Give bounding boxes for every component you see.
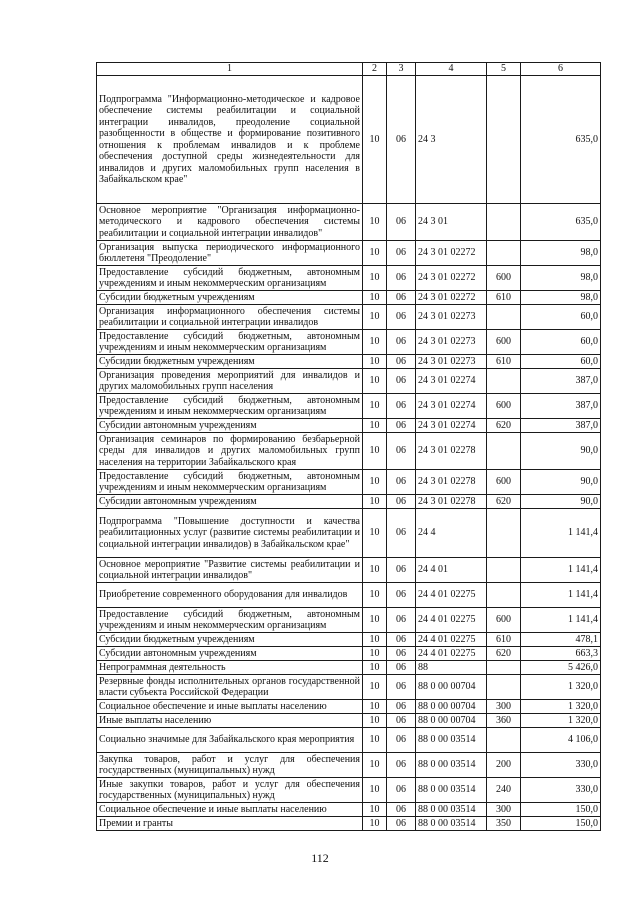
expense-type-cell [487,558,521,583]
row-name-cell: Социальное обеспечение и иные выплаты населению [97,700,363,714]
row-name-cell: Предоставление субсидий бюджетным, автономным учреждениям и иным некоммерческим организациям [97,266,363,291]
table-row [97,558,601,583]
section-cell: 10 [363,241,387,266]
amount-cell: 4 106,0 [521,728,601,753]
subsection-cell: 06 [387,583,416,608]
subsection-cell: 06 [387,495,416,509]
row-name-cell: Социальное обеспечение и иные выплаты населению [97,803,363,817]
row-name-cell: Предоставление субсидий бюджетным, автономным учреждениям и иным некоммерческим организациям [97,608,363,633]
amount-cell: 1 320,0 [521,714,601,728]
section-cell: 10 [363,647,387,661]
subsection-cell: 06 [387,419,416,433]
target-article-cell: 88 0 00 03514 [416,817,487,831]
amount-cell: 1 141,4 [521,583,601,608]
target-article-cell: 24 4 01 02275 [416,583,487,608]
subsection-cell: 06 [387,330,416,355]
subsection-cell: 06 [387,76,416,204]
table-row [97,433,601,470]
subsection-cell: 06 [387,803,416,817]
table-row [97,369,601,394]
amount-cell: 90,0 [521,495,601,509]
target-article-cell: 24 3 [416,76,487,204]
row-name-cell: Субсидии бюджетным учреждениям [97,633,363,647]
expense-type-cell [487,241,521,266]
target-article-cell: 24 4 01 02275 [416,633,487,647]
table-row [97,204,601,241]
subsection-cell: 06 [387,558,416,583]
expense-type-cell: 600 [487,608,521,633]
target-article-cell: 24 3 01 02273 [416,330,487,355]
subsection-cell: 06 [387,291,416,305]
amount-cell: 387,0 [521,419,601,433]
budget-table [96,62,601,831]
table-row [97,509,601,558]
amount-cell: 635,0 [521,76,601,204]
expense-type-cell [487,369,521,394]
subsection-cell: 06 [387,433,416,470]
row-name-cell: Организация информационного обеспечения системы реабилитации и социальной интеграции инвалидов [97,305,363,330]
amount-cell: 1 320,0 [521,700,601,714]
amount-cell: 1 141,4 [521,608,601,633]
expense-type-cell: 610 [487,355,521,369]
amount-cell: 1 141,4 [521,509,601,558]
expense-type-cell: 610 [487,291,521,305]
subsection-cell: 06 [387,266,416,291]
row-name-cell: Субсидии автономным учреждениям [97,419,363,433]
target-article-cell: 24 3 01 02274 [416,369,487,394]
amount-cell: 90,0 [521,433,601,470]
subsection-cell: 06 [387,470,416,495]
amount-cell: 90,0 [521,470,601,495]
subsection-cell: 06 [387,817,416,831]
section-cell: 10 [363,369,387,394]
section-cell: 10 [363,433,387,470]
target-article-cell: 24 3 01 02278 [416,470,487,495]
subsection-cell: 06 [387,241,416,266]
section-cell: 10 [363,675,387,700]
expense-type-cell: 620 [487,419,521,433]
subsection-cell: 06 [387,633,416,647]
expense-type-cell: 600 [487,330,521,355]
row-name-cell: Иные закупки товаров, работ и услуг для обеспечения государственных (муниципальных) нужд [97,778,363,803]
target-article-cell: 24 4 [416,509,487,558]
amount-cell: 387,0 [521,394,601,419]
section-cell: 10 [363,509,387,558]
subsection-cell: 06 [387,204,416,241]
expense-type-cell [487,509,521,558]
section-cell: 10 [363,305,387,330]
amount-cell: 98,0 [521,266,601,291]
expense-type-cell: 600 [487,394,521,419]
target-article-cell: 88 0 00 03514 [416,728,487,753]
amount-cell: 98,0 [521,241,601,266]
expense-type-cell: 300 [487,803,521,817]
target-article-cell: 24 4 01 02275 [416,608,487,633]
target-article-cell: 88 0 00 03514 [416,778,487,803]
row-name-cell: Организация семинаров по формированию безбарьерной среды для инвалидов и других маломобильных групп населения на территории Забайкальского края [97,433,363,470]
expense-type-cell: 240 [487,778,521,803]
subsection-cell: 06 [387,305,416,330]
expense-type-cell [487,433,521,470]
target-article-cell: 88 0 00 00704 [416,700,487,714]
expense-type-cell: 300 [487,700,521,714]
target-article-cell: 24 3 01 [416,204,487,241]
amount-cell: 150,0 [521,817,601,831]
target-article-cell: 24 3 01 02274 [416,419,487,433]
expense-type-cell [487,76,521,204]
row-name-cell: Закупка товаров, работ и услуг для обеспечения государственных (муниципальных) нужд [97,753,363,778]
subsection-cell: 06 [387,661,416,675]
amount-cell: 330,0 [521,778,601,803]
amount-cell: 1 320,0 [521,675,601,700]
section-cell: 10 [363,778,387,803]
amount-cell: 1 141,4 [521,558,601,583]
expense-type-cell [487,305,521,330]
section-cell: 10 [363,583,387,608]
subsection-cell: 06 [387,700,416,714]
target-article-cell: 24 3 01 02273 [416,305,487,330]
header-cell: 5 [487,63,521,76]
target-article-cell: 24 3 01 02278 [416,495,487,509]
row-name-cell: Иные выплаты населению [97,714,363,728]
row-name-cell: Организация проведения мероприятий для инвалидов и других маломобильных групп населения [97,369,363,394]
target-article-cell: 24 3 01 02272 [416,266,487,291]
table-row [97,355,601,369]
subsection-cell: 06 [387,608,416,633]
subsection-cell: 06 [387,369,416,394]
header-cell: 6 [521,63,601,76]
expense-type-cell [487,728,521,753]
header-cell: 3 [387,63,416,76]
row-name-cell: Резервные фонды исполнительных органов государственной власти субъекта Российской Федерации [97,675,363,700]
row-name-cell: Организация выпуска периодического информационного бюллетеня "Преодоление" [97,241,363,266]
section-cell: 10 [363,355,387,369]
amount-cell: 663,3 [521,647,601,661]
amount-cell: 330,0 [521,753,601,778]
table-row [97,753,601,778]
row-name-cell: Предоставление субсидий бюджетным, автономным учреждениям и иным некоммерческим организациям [97,470,363,495]
target-article-cell: 24 3 01 02273 [416,355,487,369]
row-name-cell: Подпрограмма "Повышение доступности и качества реабилитационных услуг (развитие системы реабилитации и социальной интеграции инвалидов) в Забайкальском крае" [97,509,363,558]
section-cell: 10 [363,558,387,583]
subsection-cell: 06 [387,509,416,558]
section-cell: 10 [363,419,387,433]
target-article-cell: 88 0 00 00704 [416,714,487,728]
table-body [97,76,601,831]
amount-cell: 5 426,0 [521,661,601,675]
expense-type-cell [487,583,521,608]
section-cell: 10 [363,633,387,647]
target-article-cell: 88 [416,661,487,675]
subsection-cell: 06 [387,728,416,753]
subsection-cell: 06 [387,778,416,803]
row-name-cell: Субсидии автономным учреждениям [97,647,363,661]
expense-type-cell: 620 [487,647,521,661]
expense-type-cell: 620 [487,495,521,509]
section-cell: 10 [363,470,387,495]
expense-type-cell [487,204,521,241]
section-cell: 10 [363,266,387,291]
target-article-cell: 24 4 01 02275 [416,647,487,661]
section-cell: 10 [363,714,387,728]
section-cell: 10 [363,753,387,778]
section-cell: 10 [363,803,387,817]
subsection-cell: 06 [387,714,416,728]
amount-cell: 150,0 [521,803,601,817]
header-cell: 4 [416,63,487,76]
subsection-cell: 06 [387,647,416,661]
expense-type-cell: 360 [487,714,521,728]
row-name-cell: Предоставление субсидий бюджетным, автономным учреждениям и иным некоммерческим организациям [97,330,363,355]
target-article-cell: 24 3 01 02274 [416,394,487,419]
row-name-cell: Субсидии автономным учреждениям [97,495,363,509]
table-row [97,583,601,608]
row-name-cell: Премии и гранты [97,817,363,831]
expense-type-cell: 350 [487,817,521,831]
section-cell: 10 [363,330,387,355]
table-row [97,608,601,633]
table-header-row [97,63,601,76]
target-article-cell: 24 3 01 02272 [416,241,487,266]
row-name-cell: Предоставление субсидий бюджетным, автономным учреждениям и иным некоммерческим организациям [97,394,363,419]
table-row [97,394,601,419]
table-row [97,633,601,647]
section-cell: 10 [363,76,387,204]
section-cell: 10 [363,700,387,714]
target-article-cell: 24 4 01 [416,558,487,583]
expense-type-cell: 610 [487,633,521,647]
table-row [97,266,601,291]
table-row [97,661,601,675]
section-cell: 10 [363,204,387,241]
table-row [97,291,601,305]
amount-cell: 60,0 [521,330,601,355]
header-cell: 1 [97,63,363,76]
table-row [97,419,601,433]
row-name-cell: Субсидии бюджетным учреждениям [97,291,363,305]
expense-type-cell: 200 [487,753,521,778]
expense-type-cell: 600 [487,470,521,495]
table-row [97,728,601,753]
target-article-cell: 88 0 00 03514 [416,803,487,817]
expense-type-cell [487,661,521,675]
table-row [97,675,601,700]
page-number: 112 [311,851,329,865]
table-row [97,241,601,266]
row-name-cell: Подпрограмма "Информационно-методическое и кадровое обеспечение системы реабилитации и социальной интеграции инвалидов, преодоление социальной разобщенности в обществе и формирование позитивного отношения к проблемам инвалидов и к проблеме обеспечения доступной среды жизнедеятельности для инвалидов и других маломобильных групп населения в Забайкальском крае" [97,76,363,204]
amount-cell: 478,1 [521,633,601,647]
row-name-cell: Социально значимые для Забайкальского края мероприятия [97,728,363,753]
target-article-cell: 24 3 01 02272 [416,291,487,305]
table-row [97,495,601,509]
row-name-cell: Основное мероприятие "Развитие системы реабилитации и социальной интеграции инвалидов" [97,558,363,583]
subsection-cell: 06 [387,355,416,369]
table-row [97,778,601,803]
amount-cell: 60,0 [521,305,601,330]
expense-type-cell: 600 [487,266,521,291]
header-cell: 2 [363,63,387,76]
amount-cell: 635,0 [521,204,601,241]
table-row [97,330,601,355]
amount-cell: 387,0 [521,369,601,394]
table-row [97,803,601,817]
table-row [97,714,601,728]
row-name-cell: Приобретение современного оборудования для инвалидов [97,583,363,608]
section-cell: 10 [363,608,387,633]
table-row [97,470,601,495]
subsection-cell: 06 [387,753,416,778]
section-cell: 10 [363,495,387,509]
target-article-cell: 24 3 01 02278 [416,433,487,470]
row-name-cell: Субсидии бюджетным учреждениям [97,355,363,369]
table-row [97,76,601,204]
row-name-cell: Основное мероприятие "Организация информационно-методического и кадрового обеспечения системы реабилитации и социальной интеграции инвалидов" [97,204,363,241]
section-cell: 10 [363,661,387,675]
section-cell: 10 [363,728,387,753]
table-row [97,647,601,661]
section-cell: 10 [363,394,387,419]
amount-cell: 98,0 [521,291,601,305]
amount-cell: 60,0 [521,355,601,369]
target-article-cell: 88 0 00 00704 [416,675,487,700]
row-name-cell: Непрограммная деятельность [97,661,363,675]
table-row [97,700,601,714]
expense-type-cell [487,675,521,700]
subsection-cell: 06 [387,394,416,419]
table-row [97,305,601,330]
subsection-cell: 06 [387,675,416,700]
target-article-cell: 88 0 00 03514 [416,753,487,778]
section-cell: 10 [363,817,387,831]
table-row [97,817,601,831]
section-cell: 10 [363,291,387,305]
